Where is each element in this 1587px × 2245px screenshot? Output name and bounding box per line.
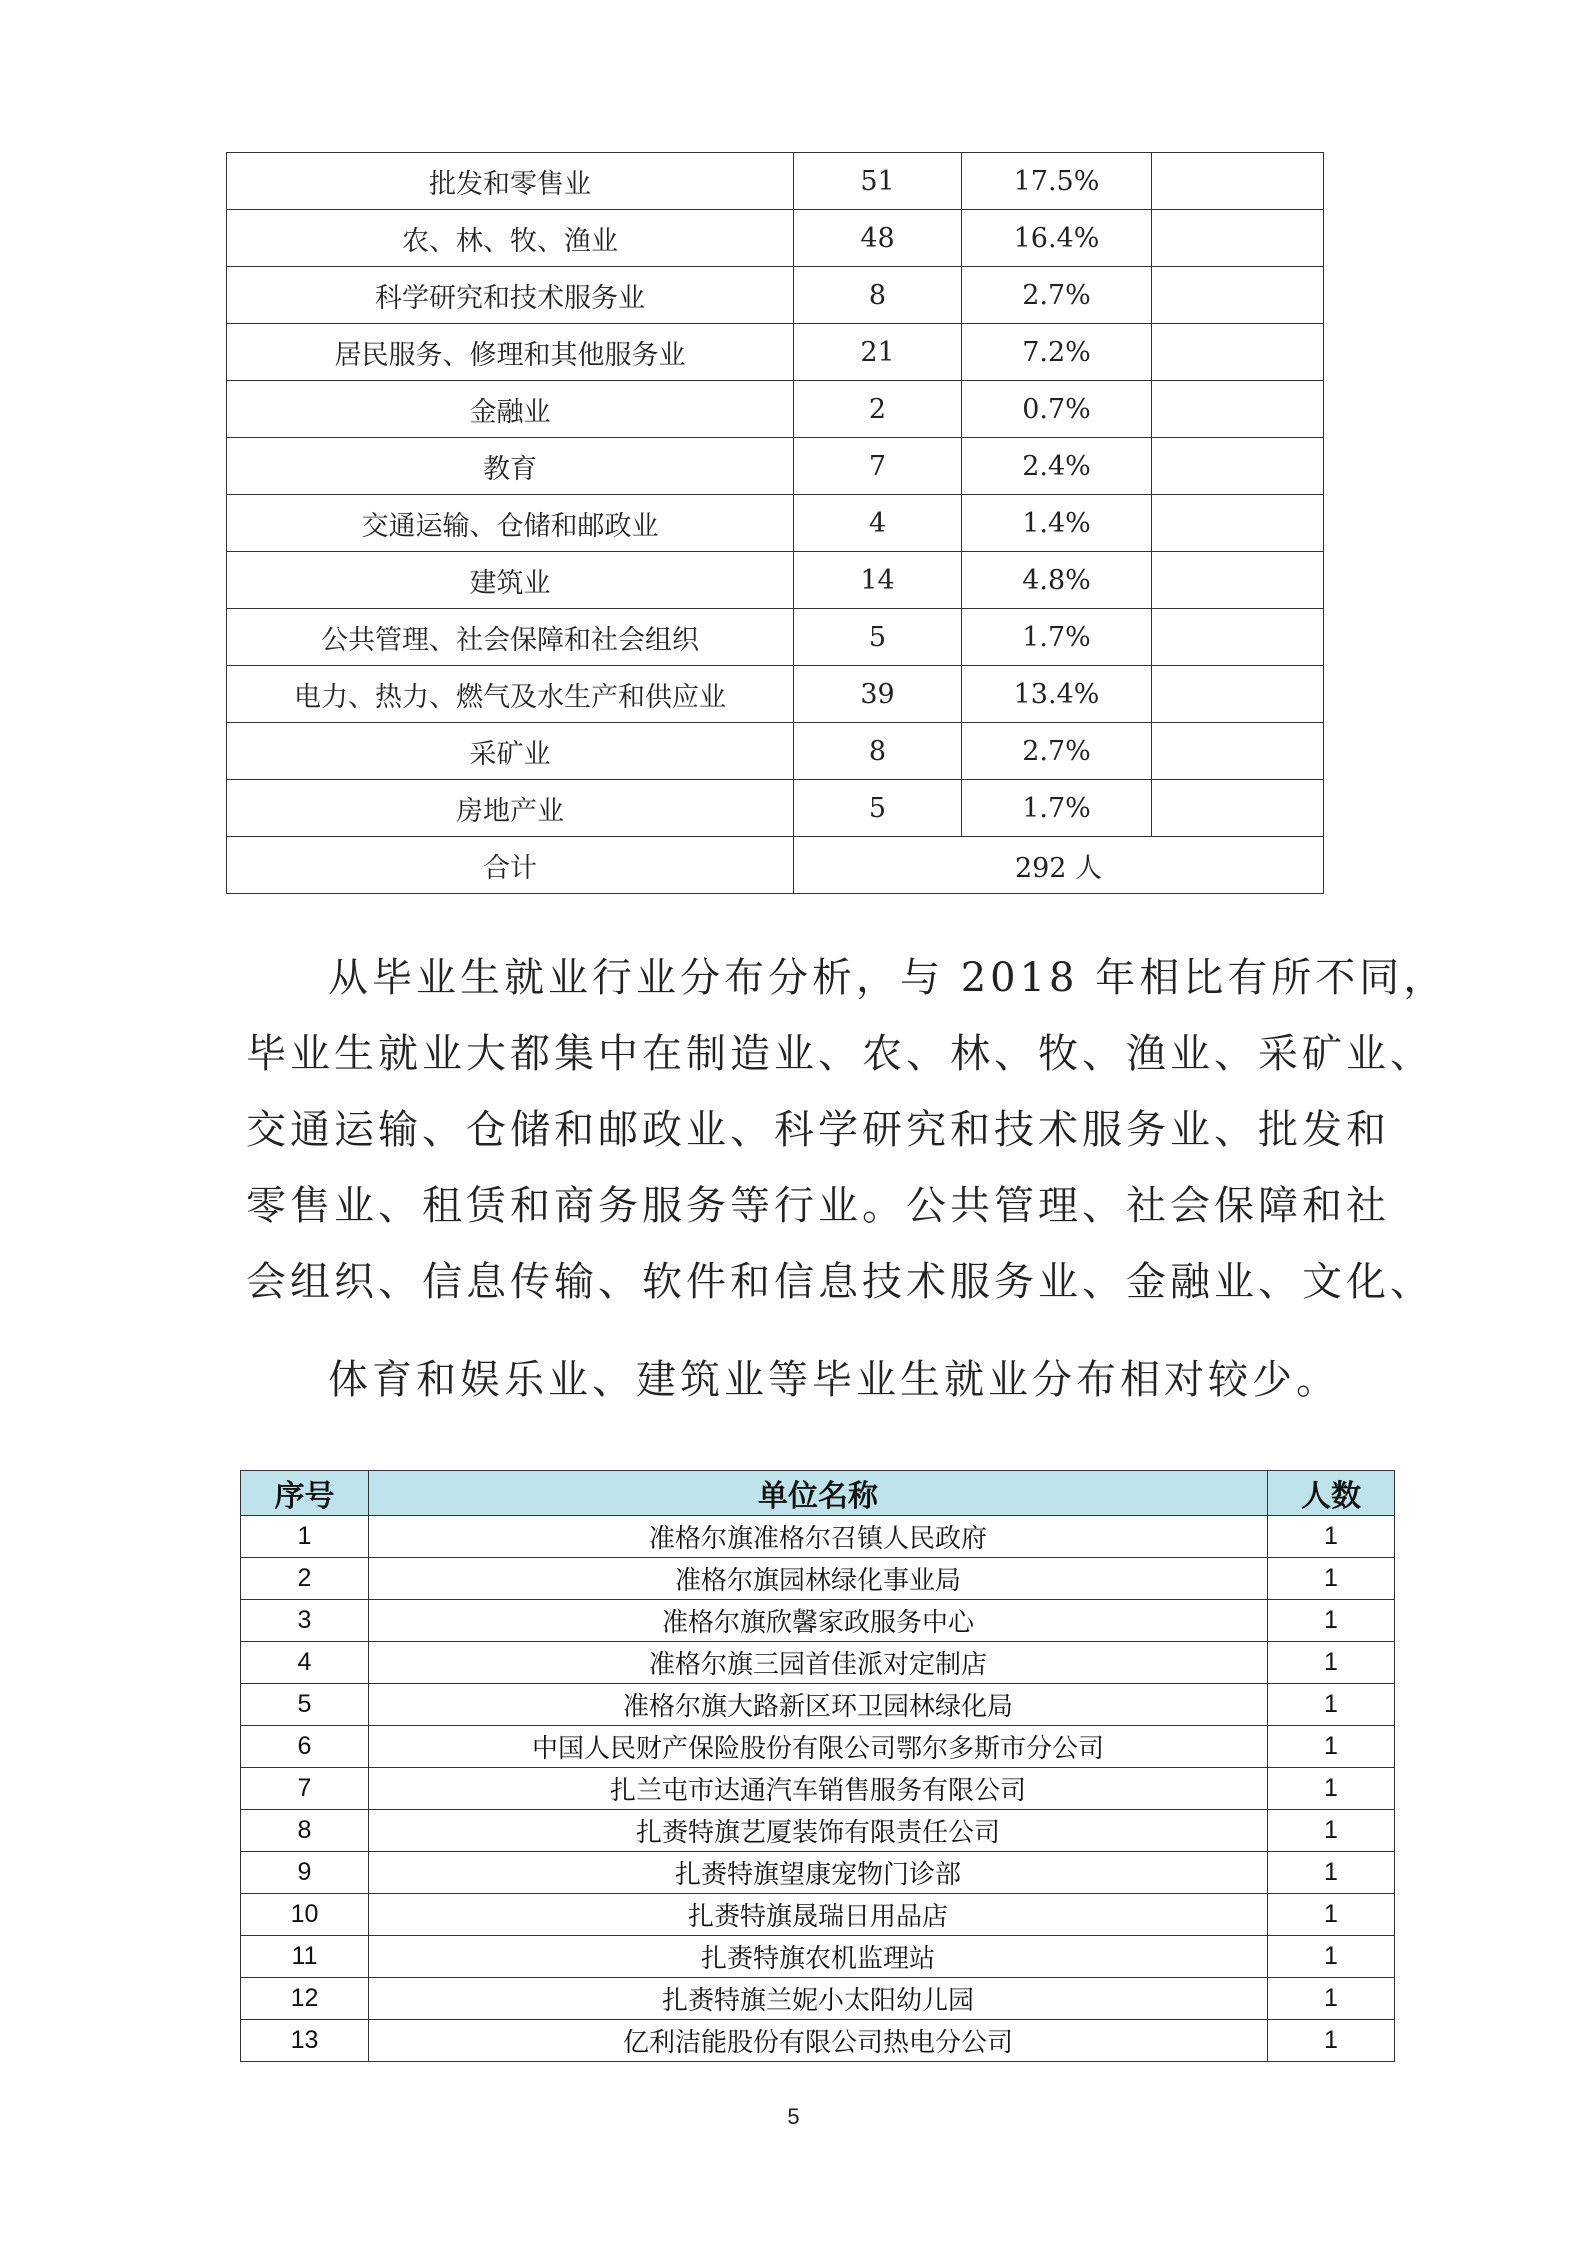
employer-name-cell: 扎兰屯市达通汽车销售服务有限公司 — [369, 1768, 1268, 1810]
analysis-paragraph — [246, 940, 1448, 1418]
paragraph-line: 零售业、租赁和商务服务等行业。公共管理、社会保障和社 — [246, 1183, 1390, 1229]
percent-cell: 4.8% — [962, 552, 1152, 609]
industry-cell: 科学研究和技术服务业 — [227, 267, 794, 324]
header-row — [241, 1471, 1395, 1516]
table-row — [241, 1810, 1395, 1852]
empty-cell — [1152, 780, 1324, 837]
table-row — [241, 1558, 1395, 1600]
paragraph-line: 交通运输、仓储和邮政业、科学研究和技术服务业、批发和 — [246, 1107, 1390, 1153]
percent-cell: 16.4% — [962, 210, 1152, 267]
employer-name-cell: 扎赉特旗望康宠物门诊部 — [369, 1852, 1268, 1894]
index-cell: 4 — [241, 1642, 369, 1684]
index-cell: 8 — [241, 1810, 369, 1852]
employer-name-cell: 扎赉特旗农机监理站 — [369, 1936, 1268, 1978]
headcount-cell: 1 — [1268, 1642, 1395, 1684]
table-row — [227, 324, 1324, 381]
headcount-cell: 1 — [1268, 1768, 1395, 1810]
employer-name-cell: 扎赉特旗艺厦装饰有限责任公司 — [369, 1810, 1268, 1852]
industry-cell: 建筑业 — [227, 552, 794, 609]
page-number: 5 — [787, 2104, 800, 2129]
headcount-cell: 1 — [1268, 1516, 1395, 1558]
headcount-cell: 1 — [1268, 1894, 1395, 1936]
table-row — [241, 1600, 1395, 1642]
total-row — [227, 837, 1324, 894]
headcount-cell: 1 — [1268, 1978, 1395, 2020]
count-cell: 2 — [794, 381, 962, 438]
header-index: 序号 — [241, 1471, 369, 1516]
empty-cell — [1152, 723, 1324, 780]
index-cell: 9 — [241, 1852, 369, 1894]
table-row — [227, 210, 1324, 267]
table-row — [227, 153, 1324, 210]
table-row — [227, 780, 1324, 837]
table-row — [227, 381, 1324, 438]
paragraph-line: 毕业生就业大都集中在制造业、农、林、牧、渔业、采矿业、 — [246, 1031, 1434, 1077]
table-row — [241, 1726, 1395, 1768]
index-cell: 12 — [241, 1978, 369, 2020]
table-row — [227, 438, 1324, 495]
industry-cell: 金融业 — [227, 381, 794, 438]
percent-cell: 2.7% — [962, 267, 1152, 324]
employer-name-cell: 准格尔旗欣馨家政服务中心 — [369, 1600, 1268, 1642]
headcount-cell: 1 — [1268, 1852, 1395, 1894]
index-cell: 5 — [241, 1684, 369, 1726]
headcount-cell: 1 — [1268, 1810, 1395, 1852]
table-row — [241, 1894, 1395, 1936]
percent-cell: 2.4% — [962, 438, 1152, 495]
empty-cell — [1152, 267, 1324, 324]
paragraph-line: 体育和娱乐业、建筑业等毕业生就业分布相对较少。 — [328, 1357, 1340, 1403]
count-cell: 21 — [794, 324, 962, 381]
empty-cell — [1152, 438, 1324, 495]
header-count: 人数 — [1268, 1471, 1395, 1516]
percent-cell: 1.7% — [962, 609, 1152, 666]
table-row — [227, 609, 1324, 666]
percent-cell: 7.2% — [962, 324, 1152, 381]
paragraph-line: 会组织、信息传输、软件和信息技术服务业、金融业、文化、 — [246, 1259, 1434, 1305]
table-row — [241, 1936, 1395, 1978]
headcount-cell: 1 — [1268, 1684, 1395, 1726]
table-row — [227, 267, 1324, 324]
table-row — [227, 666, 1324, 723]
table-row — [241, 2020, 1395, 2062]
index-cell: 10 — [241, 1894, 369, 1936]
industry-distribution-table — [226, 152, 1324, 894]
percent-cell: 1.4% — [962, 495, 1152, 552]
headcount-cell: 1 — [1268, 1558, 1395, 1600]
empty-cell — [1152, 495, 1324, 552]
count-cell: 51 — [794, 153, 962, 210]
empty-cell — [1152, 552, 1324, 609]
industry-cell: 交通运输、仓储和邮政业 — [227, 495, 794, 552]
employer-name-cell: 准格尔旗园林绿化事业局 — [369, 1558, 1268, 1600]
industry-cell: 批发和零售业 — [227, 153, 794, 210]
count-cell: 5 — [794, 780, 962, 837]
count-cell: 48 — [794, 210, 962, 267]
percent-cell: 13.4% — [962, 666, 1152, 723]
table-row — [241, 1978, 1395, 2020]
index-cell: 6 — [241, 1726, 369, 1768]
industry-cell: 教育 — [227, 438, 794, 495]
empty-cell — [1152, 210, 1324, 267]
index-cell: 7 — [241, 1768, 369, 1810]
total-value: 292 人 — [794, 837, 1324, 894]
empty-cell — [1152, 666, 1324, 723]
employer-name-cell: 亿利洁能股份有限公司热电分公司 — [369, 2020, 1268, 2062]
empty-cell — [1152, 381, 1324, 438]
count-cell: 8 — [794, 723, 962, 780]
empty-cell — [1152, 324, 1324, 381]
table-row — [241, 1684, 1395, 1726]
employer-name-cell: 中国人民财产保险股份有限公司鄂尔多斯市分公司 — [369, 1726, 1268, 1768]
employer-name-cell: 准格尔旗三园首佳派对定制店 — [369, 1642, 1268, 1684]
table-row — [241, 1516, 1395, 1558]
headcount-cell: 1 — [1268, 1936, 1395, 1978]
total-label: 合计 — [227, 837, 794, 894]
percent-cell: 0.7% — [962, 381, 1152, 438]
count-cell: 4 — [794, 495, 962, 552]
count-cell: 5 — [794, 609, 962, 666]
percent-cell: 2.7% — [962, 723, 1152, 780]
employer-name-cell: 准格尔旗大路新区环卫园林绿化局 — [369, 1684, 1268, 1726]
header-name: 单位名称 — [369, 1471, 1268, 1516]
table-row — [227, 495, 1324, 552]
industry-cell: 房地产业 — [227, 780, 794, 837]
index-cell: 3 — [241, 1600, 369, 1642]
empty-cell — [1152, 153, 1324, 210]
index-cell: 11 — [241, 1936, 369, 1978]
count-cell: 7 — [794, 438, 962, 495]
index-cell: 1 — [241, 1516, 369, 1558]
table-row — [241, 1642, 1395, 1684]
table-row — [241, 1768, 1395, 1810]
headcount-cell: 1 — [1268, 1726, 1395, 1768]
employer-table — [240, 1470, 1395, 2062]
index-cell: 2 — [241, 1558, 369, 1600]
percent-cell: 1.7% — [962, 780, 1152, 837]
employer-name-cell: 扎赉特旗晟瑞日用品店 — [369, 1894, 1268, 1936]
table-row — [227, 552, 1324, 609]
headcount-cell: 1 — [1268, 2020, 1395, 2062]
table-row — [227, 723, 1324, 780]
industry-cell: 采矿业 — [227, 723, 794, 780]
industry-cell: 电力、热力、燃气及水生产和供应业 — [227, 666, 794, 723]
industry-cell: 居民服务、修理和其他服务业 — [227, 324, 794, 381]
index-cell: 13 — [241, 2020, 369, 2062]
industry-cell: 农、林、牧、渔业 — [227, 210, 794, 267]
employer-name-cell: 准格尔旗准格尔召镇人民政府 — [369, 1516, 1268, 1558]
count-cell: 39 — [794, 666, 962, 723]
empty-cell — [1152, 609, 1324, 666]
count-cell: 8 — [794, 267, 962, 324]
count-cell: 14 — [794, 552, 962, 609]
industry-cell: 公共管理、社会保障和社会组织 — [227, 609, 794, 666]
headcount-cell: 1 — [1268, 1600, 1395, 1642]
employer-name-cell: 扎赉特旗兰妮小太阳幼儿园 — [369, 1978, 1268, 2020]
paragraph-line: 从毕业生就业行业分布分析，与 2018 年相比有所不同， — [328, 955, 1448, 1001]
percent-cell: 17.5% — [962, 153, 1152, 210]
table-row — [241, 1852, 1395, 1894]
